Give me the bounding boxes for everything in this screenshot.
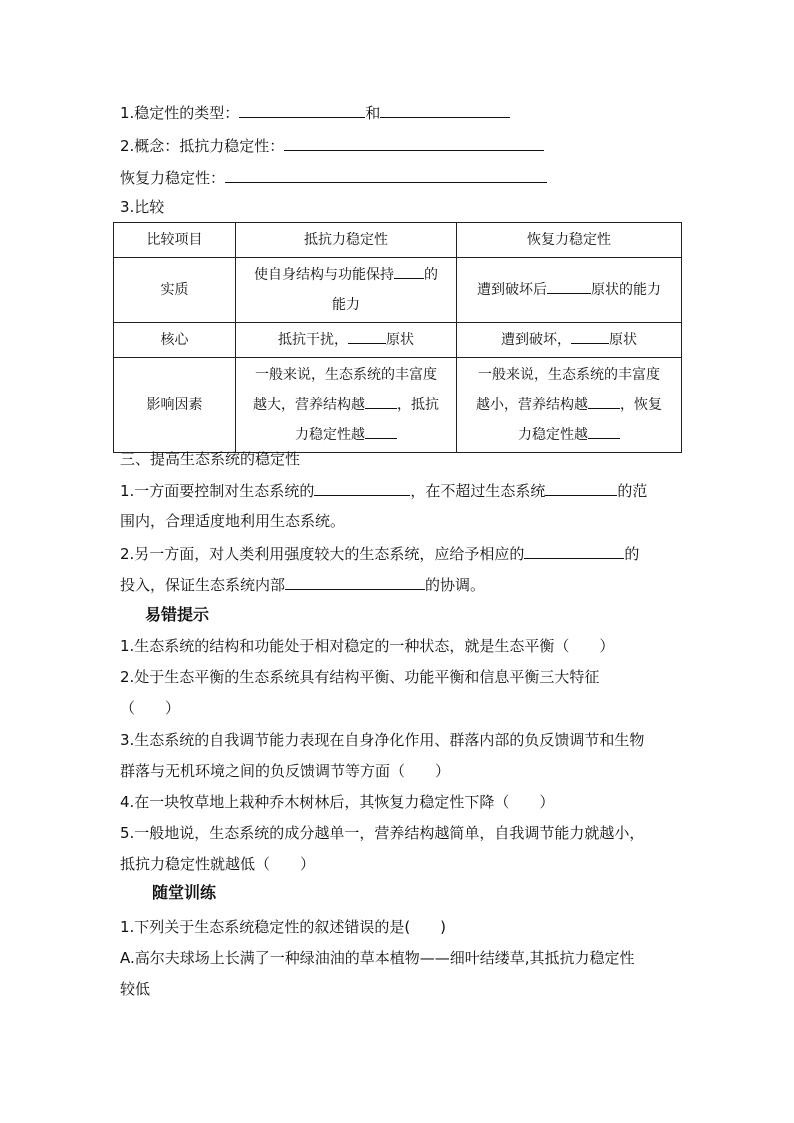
answer-blank[interactable] xyxy=(394,265,424,279)
answer-blank[interactable] xyxy=(314,480,410,496)
question-2b: 恢复力稳定性： xyxy=(120,167,547,188)
answer-blank[interactable] xyxy=(284,135,544,151)
answer-blank[interactable] xyxy=(365,425,397,439)
section-heading: 三、提高生态系统的稳定性 xyxy=(120,450,301,468)
answer-blank[interactable] xyxy=(348,330,386,344)
practice-option-a: A.高尔夫球场上长满了一种绿油油的草本植物——细叶结缕草,其抵抗力稳定性 xyxy=(120,949,635,967)
paragraph-1: 1.一方面要控制对生态系统的 ，在不超过生态系统 的范 xyxy=(120,482,648,500)
errors-heading: 易错提示 xyxy=(145,605,210,624)
error-item: 5.一般地说，生态系统的成分越单一，营养结构越简单，自我调节能力就越小， xyxy=(120,824,645,842)
paragraph-2: 2.另一方面，对人类利用强度较大的生态系统，应给予相应的 的 xyxy=(120,545,640,563)
table-cell: 遭到破坏后 原状的能力 xyxy=(457,258,682,323)
answer-blank[interactable] xyxy=(239,102,365,118)
error-item: 1.生态系统的结构和功能处于相对稳定的一种状态，就是生态平衡（ ） xyxy=(120,637,615,655)
question-3: 3.比较 xyxy=(120,198,165,216)
table-header: 恢复力稳定性 xyxy=(457,223,682,258)
table-cell: 一般来说，生态系统的丰富度 越小，营养结构越 ，恢复 力稳定性越 xyxy=(457,358,682,453)
practice-option-a-cont: 较低 xyxy=(120,980,151,998)
practice-question: 1.下列关于生态系统稳定性的叙述错误的是( ) xyxy=(120,918,447,936)
question-1: 1.稳定性的类型： 和 xyxy=(120,102,510,123)
answer-blank[interactable] xyxy=(524,543,624,559)
error-item: 2.处于生态平衡的生态系统具有结构平衡、功能平衡和信息平衡三大特征 xyxy=(120,668,600,686)
answer-blank[interactable] xyxy=(365,395,397,409)
answer-blank[interactable] xyxy=(225,167,547,183)
row-label: 影响因素 xyxy=(114,358,236,453)
row-label: 实质 xyxy=(114,258,236,323)
paragraph-2-cont: 投入，保证生态系统内部 的协调。 xyxy=(120,576,486,594)
answer-blank[interactable] xyxy=(588,425,620,439)
row-label: 核心 xyxy=(114,323,236,358)
answer-blank[interactable] xyxy=(571,330,609,344)
answer-blank[interactable] xyxy=(588,395,620,409)
comparison-table xyxy=(113,222,682,453)
table-cell: 遭到破坏， 原状 xyxy=(457,323,682,358)
table-header-row xyxy=(114,223,682,258)
error-item: 3.生态系统的自我调节能力表现在自身净化作用、群落内部的负反馈调节和生物 xyxy=(120,731,645,749)
practice-heading: 随堂训练 xyxy=(152,883,217,902)
table-cell: 使自身结构与功能保持 的 能力 xyxy=(236,258,457,323)
table-cell: 一般来说，生态系统的丰富度 越大，营养结构越 ，抵抗 力稳定性越 xyxy=(236,358,457,453)
paragraph-1-cont: 围内，合理适度地利用生态系统。 xyxy=(120,512,346,530)
answer-blank[interactable] xyxy=(380,102,510,118)
table-cell: 抵抗干扰， 原状 xyxy=(236,323,457,358)
table-header: 比较项目 xyxy=(114,223,236,258)
error-item: 抵抗力稳定性就越低（ ） xyxy=(120,855,316,873)
error-item: 群落与无机环境之间的负反馈调节等方面（ ） xyxy=(120,762,451,780)
answer-blank[interactable] xyxy=(547,280,591,294)
answer-blank[interactable] xyxy=(545,480,617,496)
error-item: （ ） xyxy=(120,699,181,717)
table-row xyxy=(114,358,682,453)
error-item: 4.在一块牧草地上栽种乔木树林后，其恢复力稳定性下降（ ） xyxy=(120,793,555,811)
table-header: 抵抗力稳定性 xyxy=(236,223,457,258)
table-row xyxy=(114,258,682,323)
question-2: 2.概念：抵抗力稳定性： xyxy=(120,135,544,156)
answer-blank[interactable] xyxy=(285,574,425,590)
table-row xyxy=(114,323,682,358)
